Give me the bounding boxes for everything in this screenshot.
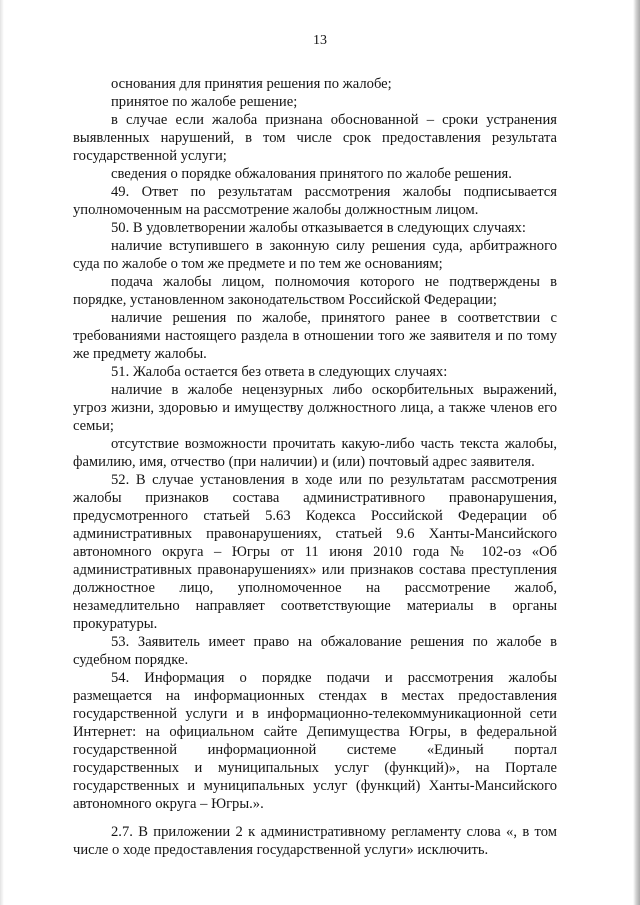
paragraph-appeal-procedure: сведения о порядке обжалования принятого по жалобе решения. bbox=[111, 166, 512, 182]
paragraph-justified-complaint: в случае если жалоба признана обоснованной – сроки устранения выявленных нарушений, в том числе срок предоставления результата государственной услуги; bbox=[73, 112, 557, 164]
paragraph-50: 50. В удовлетворении жалобы отказывается в следующих случаях: bbox=[111, 220, 526, 236]
paragraph-51-unreadable: отсутствие возможности прочитать какую-либо часть текста жалобы, фамилию, имя, отчество (при наличии) и (или) почтовый адрес заявителя. bbox=[73, 436, 557, 470]
paragraph-50-court-decision: наличие вступившего в законную силу решения суда, арбитражного суда по жалобе о том же предмете и по тем же основаниям; bbox=[73, 238, 557, 272]
paragraph-50-prior-decision: наличие решения по жалобе, принятого ранее в соответствии с требованиями настоящего раздела в отношении того же заявителя и по тому же предмету жалобы. bbox=[73, 310, 557, 362]
paragraph-grounds: основания для принятия решения по жалобе; bbox=[111, 76, 392, 92]
page-number: 13 bbox=[313, 33, 327, 48]
paragraph-49: 49. Ответ по результатам рассмотрения жалобы подписывается уполномоченным на рассмотрение жалобы должностным лицом. bbox=[73, 184, 557, 218]
paragraph-53: 53. Заявитель имеет право на обжалование решения по жалобе в судебном порядке. bbox=[73, 634, 557, 668]
paragraph-50-unauthorized: подача жалобы лицом, полномочия которого не подтверждены в порядке, установленном законодательством Российской Федерации; bbox=[73, 274, 557, 308]
document-body bbox=[73, 75, 557, 859]
paragraph-51: 51. Жалоба остается без ответа в следующих случаях: bbox=[111, 364, 448, 380]
scan-right-edge bbox=[633, 0, 640, 905]
paragraph-2-7: 2.7. В приложении 2 к административному регламенту слова «, в том числе о ходе предоставления государственной услуги» исключить. bbox=[73, 824, 557, 858]
paragraph-52: 52. В случае установления в ходе или по результатам рассмотрения жалобы признаков состава административного правонарушения, предусмотренного статьей 5.63 Кодекса Российской Федерации об административных правонарушениях, статьей 9.6 Ханты-Мансийского автономного округа – Югры от 11 июня 2010 года № 102-оз «Об административных правонарушениях» или признаков состава преступления должностное лицо, уполномоченное на рассмотрение жалоб, незамедлительно направляет соответствующие материалы в органы прокуратуры. bbox=[73, 472, 557, 632]
paragraph-51-obscene: наличие в жалобе нецензурных либо оскорбительных выражений, угроз жизни, здоровью и имуществу должностного лица, а также членов его семьи; bbox=[73, 382, 557, 434]
paragraph-54: 54. Информация о порядке подачи и рассмотрения жалобы размещается на информационных стендах в местах предоставления государственной услуги и в информационно-телекоммуникационной сети Интернет: на официальном сайте Депимущества Югры, в федеральной государственной информационной системе «Единый портал государственных и муниципальных услуг (функций)», на Портале государственных и муниципальных услуг (функций) Ханты-Мансийского автономного округа – Югры.». bbox=[73, 670, 557, 812]
paragraph-decision: принятое по жалобе решение; bbox=[111, 94, 298, 110]
scan-left-edge bbox=[0, 0, 4, 905]
